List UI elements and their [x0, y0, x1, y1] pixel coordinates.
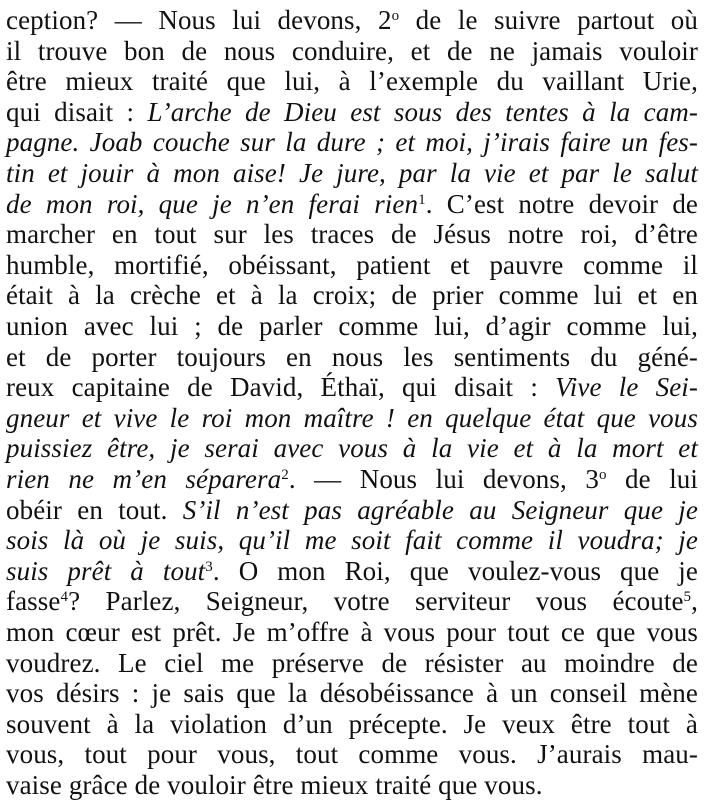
text-segment: voudrez. Le ciel me préserve de résister au moindre de: [6, 647, 698, 678]
text-segment: ception? — Nous lui devons, 2: [6, 5, 392, 35]
italic-text-segment: de mon roi, que je n’en ferai rien: [6, 188, 419, 219]
footnote-marker: o: [598, 467, 607, 483]
italic-text-segment: gneur et vive le roi mon maître ! en quelque état que vous: [6, 402, 698, 433]
italic-text-segment: puissiez être, je serai avec vous à la vie et à la mort et: [6, 433, 698, 464]
italic-text-segment: tin et jouir à mon aise! Je jure, par la vie et par le salut: [6, 158, 698, 188]
footnote-marker: 4: [60, 589, 69, 606]
text-segment: qui disait :: [6, 96, 148, 127]
footnote-marker: 3: [205, 558, 213, 575]
text-segment: être mieux traité que lui, à l’exemple du vaillant Urie,: [6, 66, 698, 97]
footnote-marker: 1: [418, 191, 426, 208]
text-segment: vaise grâce de vouloir être mieux traité que vous.: [6, 770, 543, 800]
italic-text-segment: sois là où je suis, qu’il me soit fait comme il voudra; je: [6, 525, 698, 556]
text-segment: fasse: [6, 586, 61, 617]
text-segment: . — Nous lui devons, 3: [288, 464, 599, 494]
text-segment: humble, mortifié, obéissant, patient et pauvre comme il: [6, 249, 698, 280]
text-segment: était à la crèche et à la croix; de prier comme lui et en: [6, 280, 698, 311]
text-segment: . O mon Roi, que voulez-vous que je: [212, 555, 698, 586]
footnote-marker: 2: [281, 467, 289, 483]
italic-text-segment: Vive le Sei-: [555, 372, 698, 403]
text-segment: mon cœur est prêt. Je m’offre à vous pour tout ce que vous: [6, 617, 698, 647]
italic-text-segment: rien ne m’en séparera: [6, 464, 282, 494]
text-segment: de le suivre partout où: [399, 5, 698, 35]
footnote-marker: 5: [683, 589, 692, 606]
text-segment: de lui: [606, 464, 699, 494]
text-segment: vos désirs : je sais que la désobéissance à un conseil mène: [6, 678, 698, 709]
text-segment: ? Parlez, Seigneur, votre serviteur vous écoute: [68, 586, 684, 617]
italic-text-segment: suis prêt à tout: [6, 555, 206, 586]
footnote-marker: o: [391, 8, 400, 24]
italic-text-segment: pagne. Joab couche sur la dure ; et moi, j’irais faire un fes-: [6, 127, 698, 158]
text-line: [6, 767, 698, 803]
text-segment: marcher en tout sur les traces de Jésus notre roi, d’être: [6, 219, 698, 250]
italic-text-segment: L’arche de Dieu est sous des tentes à la cam-: [147, 96, 698, 127]
text-segment: . C’est notre devoir de: [425, 188, 698, 219]
italic-text-segment: S’il n’est pas agréable au Seigneur que je: [182, 494, 698, 525]
text-segment: il trouve bon de nous conduire, et de ne jamais vouloir: [6, 35, 698, 66]
text-segment: et de porter toujours en nous les sentiments du géné-: [6, 341, 698, 372]
text-segment: ,: [691, 586, 698, 617]
text-segment: obéir en tout.: [6, 494, 183, 525]
text-segment: union avec lui ; de parler comme lui, d’agir comme lui,: [6, 311, 698, 341]
text-segment: souvent à la violation d’un précepte. Je veux être tout à: [6, 708, 698, 739]
text-segment: vous, tout pour vous, tout comme vous. J’aurais mau-: [6, 739, 698, 770]
text-segment: reux capitaine de David, Éthaï, qui disait :: [6, 372, 556, 403]
